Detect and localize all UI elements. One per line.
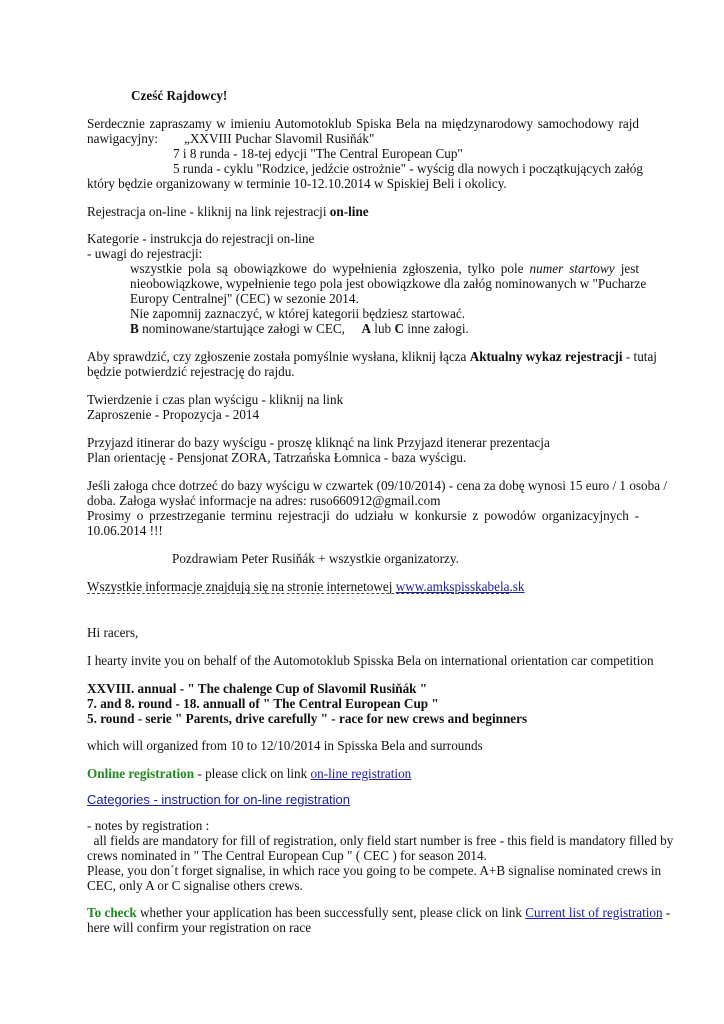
pl-travel-line-2: Plan orientację - Pensjonat ZORA, Tatrzańska Łomnica - baza wyścigu. <box>87 450 467 465</box>
pl-intro-line-1: Serdecznie zapraszamy w imieniu Automotoklub Spiska Bela na międzynarodowy samochodowy rajd <box>87 116 639 131</box>
pl-notes-line-4: Nie zapomnij zaznaczyć, w której kategorii będziesz startować. <box>130 306 466 321</box>
en-notes-line-3: Please, you don´t forget signalise, in which race you going to be compete. A+B signalise nominated crews in <box>87 863 662 878</box>
en-greeting: Hi racers, <box>87 625 139 640</box>
pl-registration-line <box>87 204 369 220</box>
pl-registration-text: Rejestracja on-line - kliknij na link rejestracji <box>87 204 330 219</box>
pl-check-line-2: będzie potwierdzić rejestrację do rajdu. <box>87 364 295 379</box>
categories-link[interactable]: Categories - instruction for on-line registration <box>87 792 351 807</box>
en-notes-line-4: CEC, only A or C signalise others crews. <box>87 878 303 893</box>
pl-intro-line-4: 5 runda - cyklu "Rodzice, jedźcie ostrożnie" - wyścig dla nowych i początkujących załóg <box>173 161 643 176</box>
pl-plan-line-1: Twierdzenie i czas plan wyścigu - kliknij na link <box>87 392 344 407</box>
language-separator <box>87 593 509 594</box>
pl-stay-line-3: Prosimy o przestrzeganie terminu rejestracji do udziału w konkursie z powodów organizacyjnych - <box>87 508 639 523</box>
en-check-tail: - <box>662 905 671 920</box>
pl-notes-line-5 <box>130 321 469 337</box>
en-notes-line-1: all fields are mandatory for fill of registration, only field start number is free - this field is mandatory filled by <box>87 833 674 848</box>
pl-category-a: A <box>361 321 371 336</box>
pl-stay-line-2: doba. Załoga wysłać informacje na adres: ruso660912@gmail.com <box>87 493 441 508</box>
en-title-line-2: 7. and 8. round - 18. annuall of " The Central European Cup " <box>87 696 439 711</box>
pl-website-text: Wszystkie informacje znajdują się na stronie internetowej <box>87 579 396 594</box>
pl-category-b: B <box>130 321 139 336</box>
en-check-label: To check <box>87 905 137 920</box>
pl-category-c: C <box>394 321 404 336</box>
en-online-text: - please click on link <box>194 766 311 781</box>
pl-category-or: lub <box>371 321 395 336</box>
pl-check-text-b: - tutaj <box>622 349 657 364</box>
pl-notes-text-1b: jest <box>614 261 640 276</box>
pl-regards: Pozdrawiam Peter Rusiňák + wszystkie organizatorzy. <box>172 551 459 566</box>
en-title-line-1: XXVIII. annual - " The chalenge Cup of Slavomil Rusiňák " <box>87 681 428 696</box>
pl-travel-line-1: Przyjazd itinerar do bazy wyścigu - proszę kliknąć na link Przyjazd itenerar prezentacja <box>87 435 550 450</box>
pl-categories-line[interactable]: Kategorie - instrukcja do rejestracji on-line <box>87 231 315 246</box>
en-dates: which will organized from 10 to 12/10/2014 in Spisska Bela and surrounds <box>87 738 483 753</box>
pl-notes-header: - uwagi do rejestracji: <box>87 246 203 261</box>
pl-intro-line-5: który będzie organizowany w terminie 10-12.10.2014 w Spiskiej Beli i okolicy. <box>87 176 507 191</box>
en-check-text: whether your application has been successfully sent, please click on link <box>136 905 526 920</box>
pl-intro-line-2 <box>87 131 374 147</box>
pl-intro-label: nawigacyjny: <box>87 131 159 146</box>
pl-greeting: Cześć Rajdowcy! <box>131 88 228 103</box>
pl-notes-italic: numer startowy <box>529 261 615 276</box>
pl-stay-line-4: 10.06.2014 !!! <box>87 523 163 538</box>
pl-plan-line-2[interactable]: Zaproszenie - Propozycja - 2014 <box>87 407 260 422</box>
pl-registration-list-link[interactable]: Aktualny wykaz rejestracji <box>469 349 623 364</box>
pl-notes-line-2: nieobowiązkowe, wypełnienie tego pola jest obowiązkowe dla załóg nominowanych w "Pucharze <box>130 276 647 291</box>
pl-check-line-1 <box>87 349 657 365</box>
en-notes-line-2: crews nominated in " The Central European Cup " ( CEC ) for season 2014. <box>87 848 487 863</box>
pl-cup-name: „XXVIII Puchar Slavomil Rusiňák" <box>184 131 375 146</box>
pl-notes-line-1 <box>130 261 639 277</box>
pl-stay-line-1: Jeśli załoga chce dotrzeć do bazy wyścigu w czwartek (09/10/2014) - cena za dobę wynosi 15 euro / 1 osoba / <box>87 478 668 493</box>
registration-list-link[interactable]: Current list of registration <box>525 905 663 920</box>
pl-registration-link[interactable]: on-line <box>329 204 369 219</box>
pl-category-b-text: nominowane/startujące załogi w CEC, <box>138 321 362 336</box>
en-intro: I hearty invite you on behalf of the Automotoklub Spisska Bela on international orientation car competition <box>87 653 654 668</box>
website-link[interactable]: www.amkspisskabela.sk <box>395 579 525 594</box>
pl-intro-line-3: 7 i 8 runda - 18-tej edycji "The Central European Cup" <box>173 146 463 161</box>
pl-category-c-text: inne załogi. <box>403 321 469 336</box>
en-title-line-3: 5. round - serie " Parents, drive carefully " - race for new crews and beginners <box>87 711 528 726</box>
en-notes-header: - notes by registration : <box>87 818 210 833</box>
pl-check-text-a: Aby sprawdzić, czy zgłoszenie została pomyślnie wysłana, kliknij łącza <box>87 349 470 364</box>
pl-notes-line-3: Europy Centralnej" (CEC) w sezonie 2014. <box>130 291 359 306</box>
en-online-label: Online registration <box>87 766 195 781</box>
online-registration-link[interactable]: on-line registration <box>310 766 412 781</box>
en-check-line-2: here will confirm your registration on race <box>87 920 312 935</box>
pl-notes-text-1a: wszystkie pola są obowiązkowe do wypełnienia zgłoszenia, tylko pole <box>130 261 530 276</box>
en-check-line-1 <box>87 905 670 921</box>
en-online-line <box>87 766 411 782</box>
